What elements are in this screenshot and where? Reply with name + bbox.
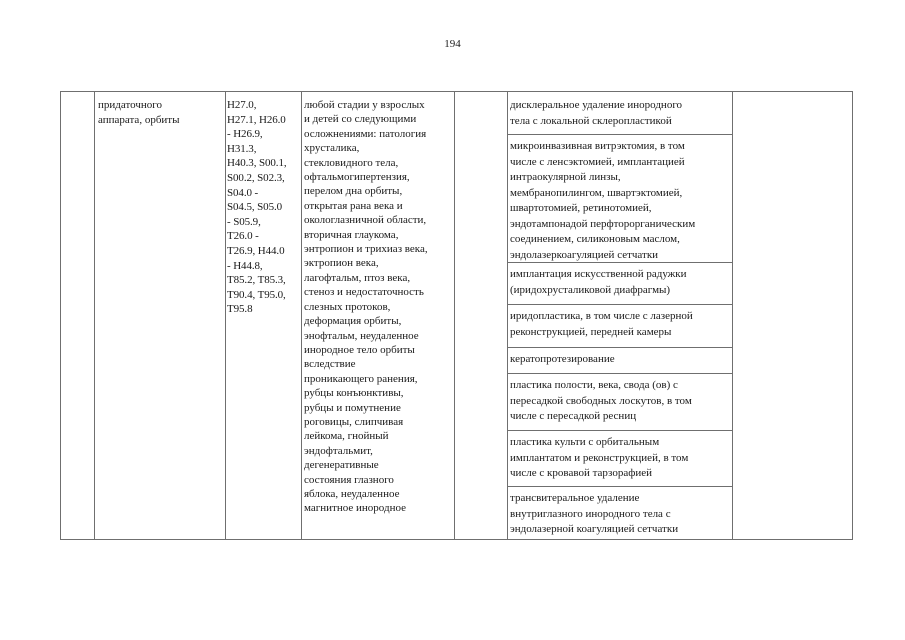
cell-diagnosis: любой стадии у взрослых и детей со следующими осложнениями: патология хрусталика, стекловидного тела, офтальмогипертензия, перелом дна орбиты, открытая рана века и окологлазничной области, вторичная глаукома, энтропион и трихиаз века, эктропион века, лагофтальм, птоз века, стеноз и недостаточность слезных протоков, деформация орбиты, энофтальм, неудаленное инородное тело орбиты вследствие проникающего ранения, рубцы конъюнктивы, рубцы и помутнение роговицы, слипчивая лейкома, гнойный эндофтальмит, дегенеративные состояния глазного яблока, неудаленное магнитное инородное (304, 99, 428, 515)
procedure-item: трансвитеральное удаление внутриглазного инородного тела с эндолазерной коагуляцией сетчатки (507, 486, 732, 538)
column-divider (225, 92, 226, 539)
procedure-item: микроинвазивная витрэктомия, в том числе с ленсэктомией, имплантацией интраокулярной линзы, мембранопилингом, швартэктомией, швартотомией, ретинотомией, эндотампонадой перфторорганическим соединением, силиконовым маслом, эндолазеркоагуляцией сетчатки (507, 134, 732, 263)
cell-icd-codes: H27.0, H27.1, H26.0 - H26.9, H31.3, H40.3, S00.1, S00.2, S02.3, S04.0 - S04.5, S05.0 - S05.9, T26.0 - T26.9, H44.0 - H44.8, T85.2, T85.3, T90.4, T95.0, T95.8 (227, 99, 287, 316)
procedure-item: дисклеральное удаление инородного тела с локальной склеропластикой (510, 99, 683, 127)
column-divider (94, 92, 95, 539)
cell-profile: придаточного аппарата, орбиты (98, 99, 180, 126)
page-number: 194 (444, 38, 461, 50)
column-divider (732, 92, 733, 539)
procedure-item: кератопротезирование (507, 347, 732, 368)
procedure-table (60, 91, 853, 540)
procedure-item: пластика культи с орбитальным имплантатом и реконструкцией, в том числе с кровавой тарзорафией (507, 430, 732, 482)
procedure-list (507, 92, 732, 539)
procedure-item: пластика полости, века, свода (ов) с пересадкой свободных лоскутов, в том числе с пересадкой ресниц (507, 373, 732, 425)
procedure-item: имплантация искусственной радужки (иридохрусталиковой диафрагмы) (507, 262, 732, 298)
column-divider (454, 92, 455, 539)
procedure-item: иридопластика, в том числе с лазерной реконструкцией, передней камеры (507, 304, 732, 340)
column-divider (301, 92, 302, 539)
